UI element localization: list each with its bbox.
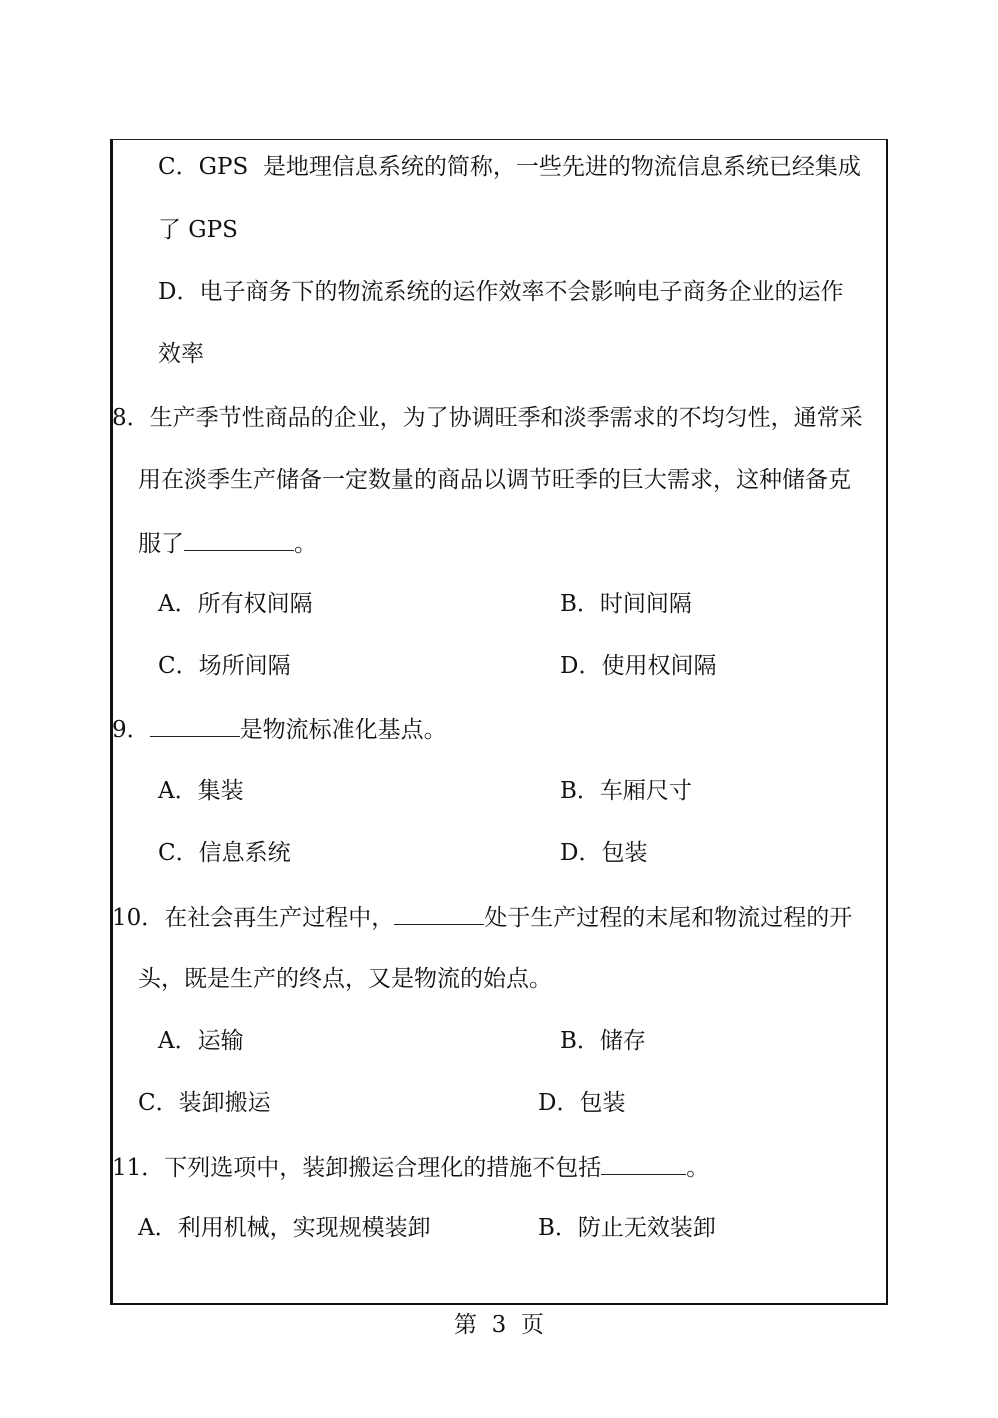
text: 10．在社会再生产过程中， <box>112 905 395 931</box>
option-9d: D．包装 <box>560 840 648 866</box>
option-9a: A．集装 <box>158 778 244 804</box>
option-8b: B．时间间隔 <box>560 591 692 617</box>
answer-blank <box>184 528 294 551</box>
option-7d: D．电子商务下的物流系统的运作效率不会影响电子商务企业的运作 <box>158 279 844 305</box>
question-10-continued: 头，既是生产的终点，又是物流的始点。 <box>138 966 552 992</box>
option-8d: D．使用权间隔 <box>560 653 717 679</box>
question-9 <box>112 714 447 742</box>
text: 处于生产过程的末尾和物流过程的开 <box>484 905 853 931</box>
option-8c: C．场所间隔 <box>158 653 291 679</box>
option-9c: C．信息系统 <box>158 840 291 866</box>
option-11b: B．防止无效装卸 <box>538 1215 716 1241</box>
answer-blank <box>394 902 484 925</box>
text: 是物流标准化基点。 <box>239 717 447 743</box>
question-10 <box>112 902 852 930</box>
option-10d: D．包装 <box>538 1090 626 1116</box>
page-number: 第 3 页 <box>454 1312 544 1338</box>
option-10c: C．装卸搬运 <box>138 1090 271 1116</box>
answer-blank <box>150 714 240 737</box>
text: 。 <box>294 531 317 557</box>
question-8-continued: 用在淡季生产储备一定数量的商品以调节旺季的巨大需求，这种储备克 <box>138 467 851 493</box>
text: 9． <box>112 717 150 743</box>
option-11a: A．利用机械，实现规模装卸 <box>138 1215 431 1241</box>
question-8-blank-line <box>138 528 317 556</box>
answer-blank <box>601 1152 686 1175</box>
text: 11．下列选项中，装卸搬运合理化的措施不包括 <box>112 1155 602 1181</box>
option-7c: C．GPS 是地理信息系统的简称，一些先进的物流信息系统已经集成 <box>158 154 861 180</box>
text: 。 <box>686 1155 710 1181</box>
question-8: 8．生产季节性商品的企业，为了协调旺季和淡季需求的不均匀性，通常采 <box>112 405 863 431</box>
option-7d-continued: 效率 <box>158 341 204 367</box>
question-11 <box>112 1152 709 1180</box>
option-7c-continued: 了 GPS <box>158 217 238 243</box>
option-10a: A．运输 <box>158 1028 244 1054</box>
option-10b: B．储存 <box>560 1028 646 1054</box>
option-8a: A．所有权间隔 <box>158 591 313 617</box>
option-9b: B．车厢尺寸 <box>560 778 692 804</box>
text: 服了 <box>138 531 184 557</box>
